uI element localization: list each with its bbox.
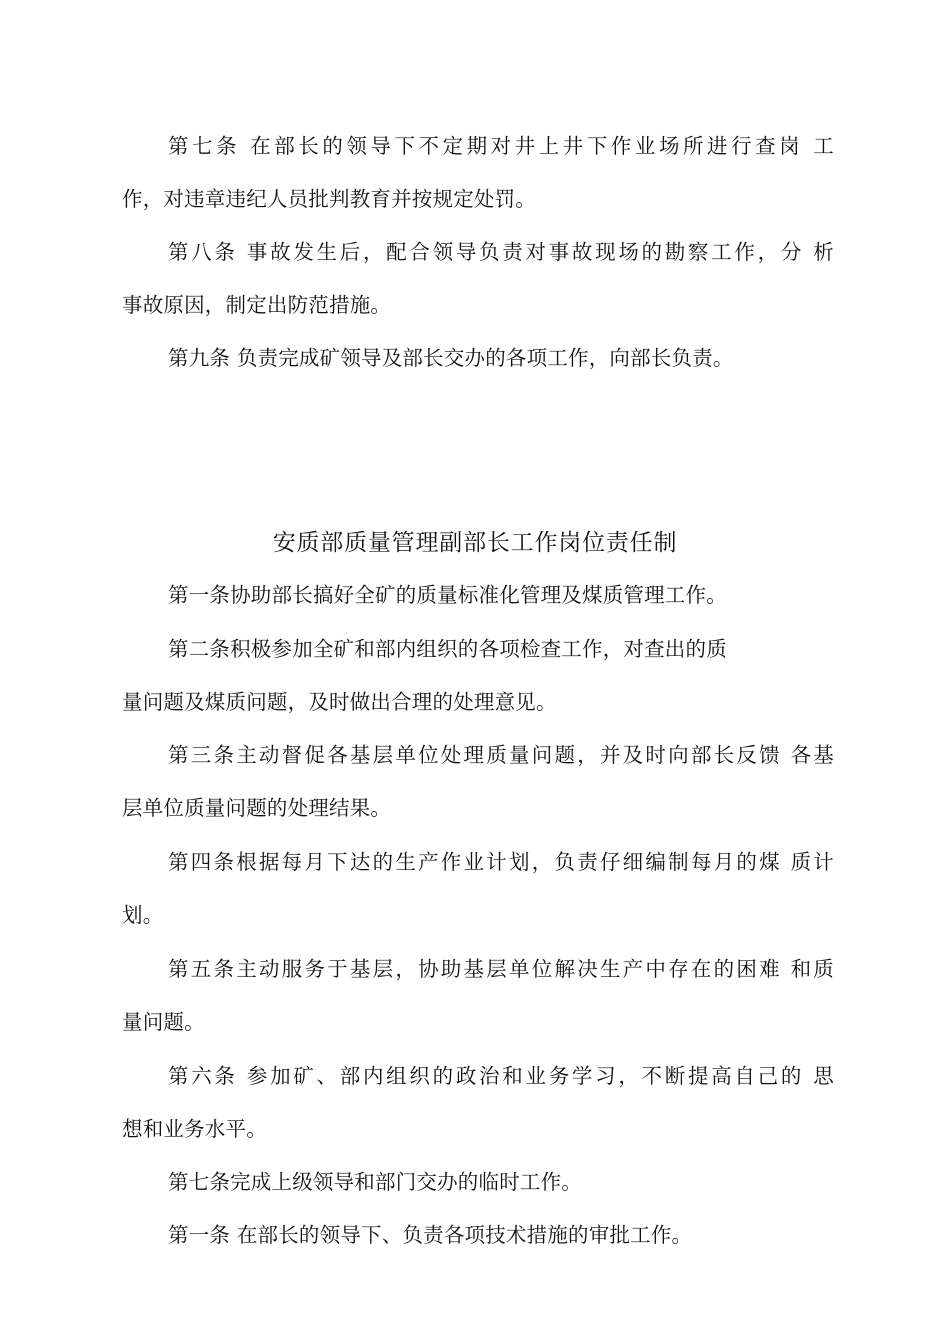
- quality-article-5-line-1: 第五条主动服务于基层，协助基层单位解决生产中存在的困难 和质: [168, 957, 834, 981]
- article-8-line-1: 第八条 事故发生后，配合领导负责对事故现场的勘察工作，分 析: [168, 240, 834, 264]
- quality-article-4-line-2: 划。: [122, 903, 164, 927]
- article-7-line-1: 第七条 在部长的领导下不定期对井上井下作业场所进行查岗 工: [168, 134, 834, 158]
- quality-article-1-line-1: 第一条协助部长搞好全矿的质量标准化管理及煤质管理工作。: [168, 583, 727, 607]
- quality-article-3-line-1: 第三条主动督促各基层单位处理质量问题，并及时向部长反馈 各基: [168, 743, 834, 767]
- quality-article-2-line-1: 第二条积极参加全矿和部内组织的各项检查工作，对查出的质: [168, 637, 727, 661]
- next-article-1-line-1: 第一条 在部长的领导下、负责各项技术措施的审批工作。: [168, 1223, 693, 1247]
- article-8-line-2: 事故原因，制定出防范措施。: [122, 293, 392, 317]
- quality-article-6-line-2: 想和业务水平。: [122, 1117, 267, 1141]
- section-title: 安质部质量管理副部长工作岗位责任制: [272, 530, 678, 556]
- quality-article-3-line-2: 层单位质量问题的处理结果。: [122, 796, 392, 820]
- quality-article-4-line-1: 第四条根据每月下达的生产作业计划，负责仔细编制每月的煤 质计: [168, 850, 834, 874]
- quality-article-5-line-2: 量问题。: [122, 1010, 205, 1034]
- quality-article-7-line-1: 第七条完成上级领导和部门交办的临时工作。: [168, 1170, 582, 1194]
- quality-article-6-line-1: 第六条 参加矿、部内组织的政治和业务学习，不断提高自己的 思: [168, 1064, 834, 1088]
- article-9-line-1: 第九条 负责完成矿领导及部长交办的各项工作，向部长负责。: [168, 346, 734, 370]
- quality-article-2-line-2: 量问题及煤质问题，及时做出合理的处理意见。: [122, 690, 557, 714]
- article-7-line-2: 作，对违章违纪人员批判教育并按规定处罚。: [122, 187, 536, 211]
